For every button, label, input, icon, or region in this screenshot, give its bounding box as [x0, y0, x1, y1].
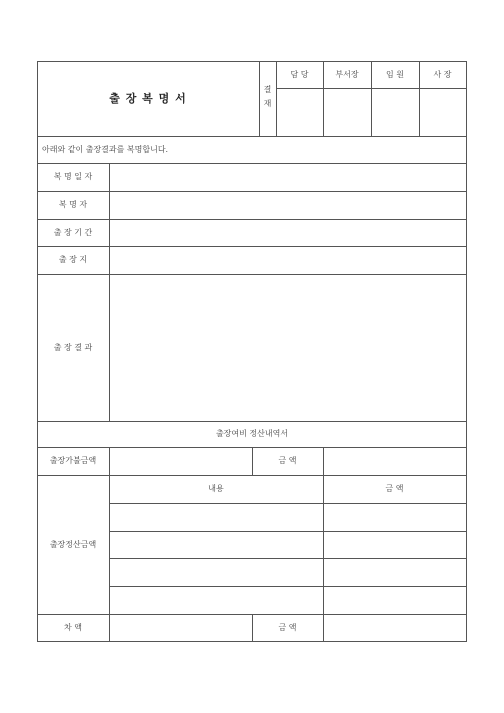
location-field[interactable]: [110, 247, 466, 274]
content-cell[interactable]: [110, 504, 323, 531]
report-date-field[interactable]: [110, 164, 466, 191]
sign-box-executive[interactable]: [372, 89, 419, 136]
content-cell[interactable]: [110, 532, 323, 558]
intro-text: 아래와 같이 출장결과를 복명합니다.: [42, 144, 169, 154]
sign-box-president[interactable]: [420, 89, 466, 136]
report-date-label: 복 명 일 자: [53, 172, 93, 181]
period-field[interactable]: [110, 220, 466, 246]
approval-role-staff: 담 당: [290, 69, 309, 79]
border-right: [466, 61, 467, 642]
advance-amount-label: 금 액: [278, 456, 297, 465]
approval-label-top: 결: [263, 85, 272, 94]
content-amount-header: 금 액: [385, 484, 404, 493]
approval-role-dept-head: 부서장: [335, 69, 359, 79]
balance-label: 차 액: [64, 622, 82, 632]
reporter-field[interactable]: [110, 192, 466, 219]
sign-box-dept-head[interactable]: [324, 89, 371, 136]
amount-cell[interactable]: [324, 532, 466, 558]
result-label: 출 장 결 과: [53, 342, 93, 352]
balance-field[interactable]: [110, 615, 252, 641]
approval-label-bottom: 재: [263, 99, 272, 108]
approval-role-president: 사 장: [433, 69, 452, 79]
amount-cell[interactable]: [324, 504, 466, 531]
advance-amount-field[interactable]: [324, 448, 466, 475]
advance-label: 출장가불금액: [49, 456, 97, 465]
settle-label: 출장정산금액: [49, 539, 97, 549]
reporter-label: 복 명 자: [58, 200, 88, 209]
approval-label: [259, 80, 276, 114]
period-label: 출 장 기 간: [53, 227, 93, 237]
advance-field[interactable]: [110, 448, 252, 475]
content-cell[interactable]: [110, 587, 323, 614]
document-title: 출 장 복 명 서: [109, 92, 187, 105]
balance-amount-field[interactable]: [324, 615, 466, 641]
amount-cell[interactable]: [324, 587, 466, 614]
approval-role-executive: 임 원: [386, 69, 404, 79]
settlement-heading: 출장여비 정산내역서: [215, 429, 289, 438]
result-field[interactable]: [110, 275, 466, 421]
location-label: 출 장 지: [58, 255, 88, 264]
content-cell[interactable]: [110, 559, 323, 586]
sign-box-staff[interactable]: [277, 89, 323, 136]
balance-amount-label: 금 액: [278, 622, 297, 632]
amount-cell[interactable]: [324, 559, 466, 586]
content-header: 내용: [208, 484, 224, 493]
